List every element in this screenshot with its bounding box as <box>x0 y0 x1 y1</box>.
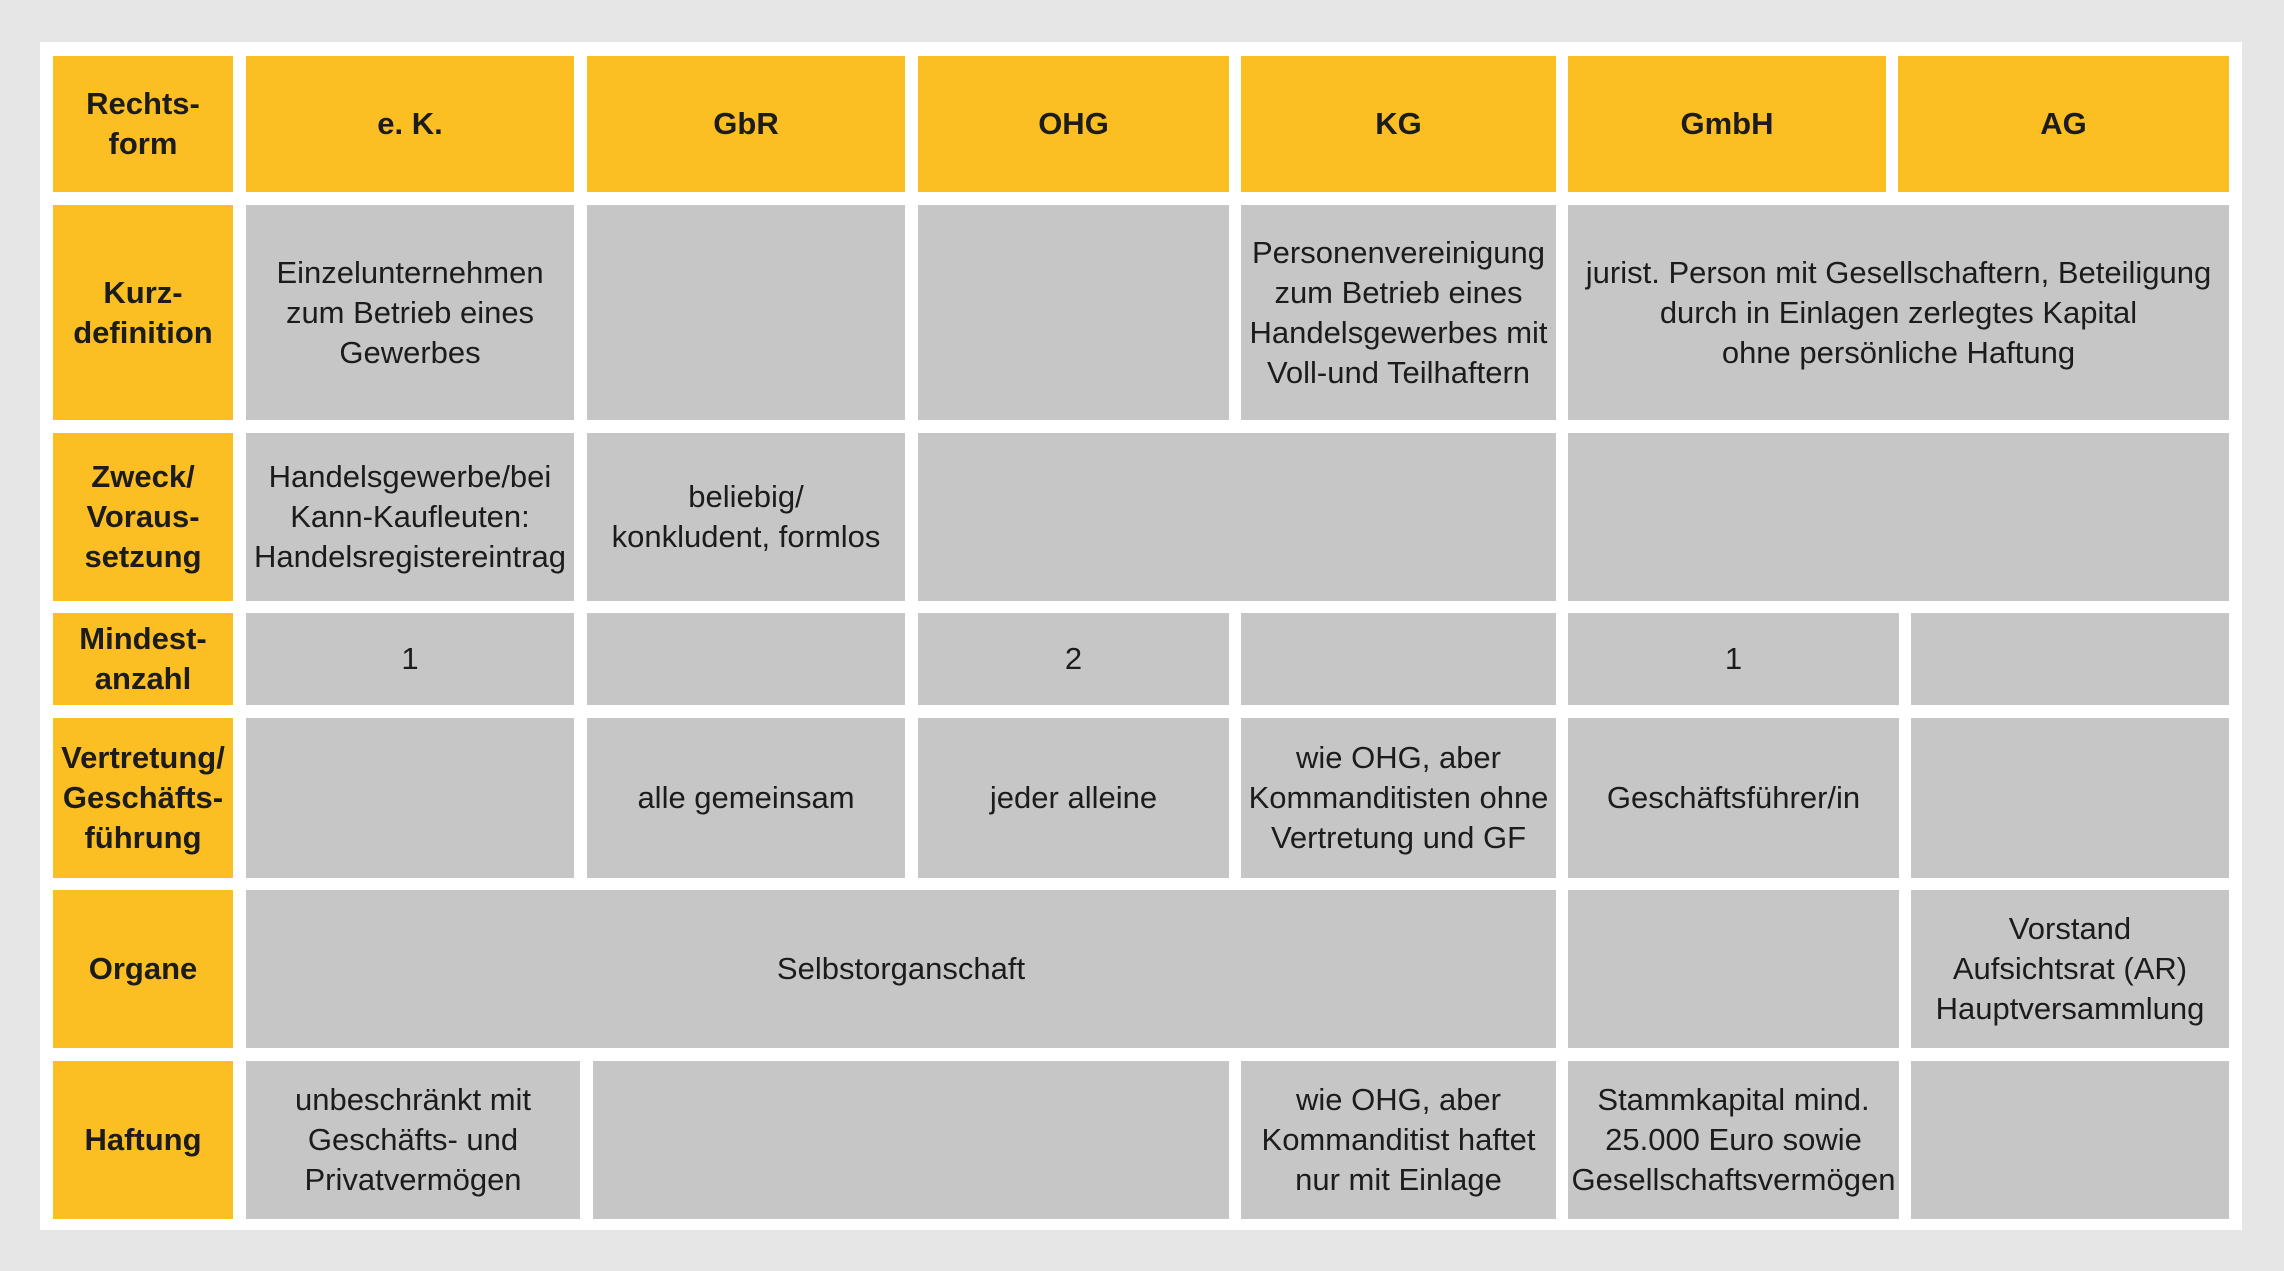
header-col-ag: AG <box>1898 56 2229 192</box>
cell-organe-ag: Vorstand Aufsichtsrat (AR) Hauptversammlung <box>1911 890 2229 1048</box>
cell-mindestanzahl-ag <box>1911 613 2229 705</box>
cell-zweck-gmbh-ag <box>1568 433 2229 601</box>
row-label-kurzdefinition: Kurz- definition <box>53 205 233 420</box>
cell-vertretung-ag <box>1911 718 2229 878</box>
row-label-zweck: Zweck/ Voraus- setzung <box>53 433 233 601</box>
cell-kurzdefinition-kg: Personenvereinigung zum Betrieb eines Handelsgewerbes mit Voll-und Teilhaftern <box>1241 205 1556 420</box>
cell-mindestanzahl-ek: 1 <box>246 613 574 705</box>
cell-vertretung-kg: wie OHG, aber Kommanditisten ohne Vertretung und GF <box>1241 718 1556 878</box>
cell-haftung-gbr-ohg <box>593 1061 1229 1219</box>
cell-zweck-ek: Handelsgewerbe/bei Kann-Kaufleuten: Handelsregistereintrag <box>246 433 574 601</box>
cell-haftung-kg: wie OHG, aber Kommanditist haftet nur mit Einlage <box>1241 1061 1556 1219</box>
cell-vertretung-ek <box>246 718 574 878</box>
cell-haftung-ag <box>1911 1061 2229 1219</box>
cell-vertretung-gmbh: Geschäftsführer/in <box>1568 718 1899 878</box>
header-col-gmbh: GmbH <box>1568 56 1886 192</box>
row-label-mindestanzahl: Mindest- anzahl <box>53 613 233 705</box>
header-col-gbr: GbR <box>587 56 905 192</box>
cell-mindestanzahl-gmbh: 1 <box>1568 613 1899 705</box>
cell-mindestanzahl-ohg: 2 <box>918 613 1229 705</box>
cell-haftung-gmbh: Stammkapital mind. 25.000 Euro sowie Gesellschaftsvermögen <box>1568 1061 1899 1219</box>
row-label-organe: Organe <box>53 890 233 1048</box>
header-col-kg: KG <box>1241 56 1556 192</box>
cell-zweck-ohg-kg <box>918 433 1556 601</box>
header-corner-rechtsform: Rechts- form <box>53 56 233 192</box>
cell-kurzdefinition-ohg <box>918 205 1229 420</box>
header-col-ohg: OHG <box>918 56 1229 192</box>
row-label-vertretung: Vertretung/ Geschäfts- führung <box>53 718 233 878</box>
cell-haftung-ek: unbeschränkt mit Geschäfts- und Privatvermögen <box>246 1061 580 1219</box>
header-col-ek: e. K. <box>246 56 574 192</box>
cell-kurzdefinition-gbr <box>587 205 905 420</box>
cell-mindestanzahl-gbr <box>587 613 905 705</box>
cell-organe-gmbh <box>1568 890 1899 1048</box>
cell-zweck-gbr: beliebig/ konkludent, formlos <box>587 433 905 601</box>
cell-vertretung-gbr: alle gemeinsam <box>587 718 905 878</box>
row-label-haftung: Haftung <box>53 1061 233 1219</box>
cell-vertretung-ohg: jeder alleine <box>918 718 1229 878</box>
cell-organe-selbstorganschaft: Selbstorganschaft <box>246 890 1556 1048</box>
cell-kurzdefinition-ek: Einzelunternehmen zum Betrieb eines Gewerbes <box>246 205 574 420</box>
cell-mindestanzahl-kg <box>1241 613 1556 705</box>
cell-kurzdefinition-gmbh-ag: jurist. Person mit Gesellschaftern, Beteiligung durch in Einlagen zerlegtes Kapital ohne persönliche Haftung <box>1568 205 2229 420</box>
